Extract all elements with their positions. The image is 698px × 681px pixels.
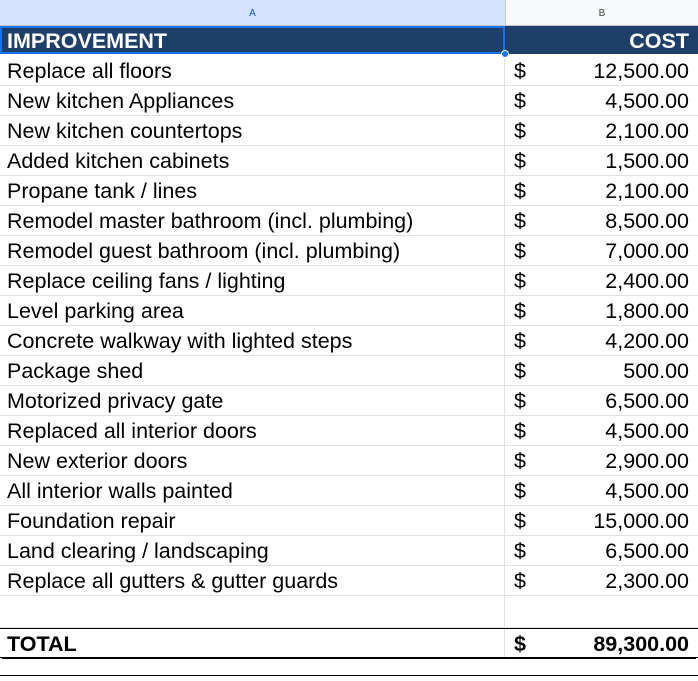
double-underline-bottom <box>0 675 698 676</box>
cell-currency-symbol[interactable]: $ <box>514 449 526 473</box>
cell-currency-symbol[interactable]: $ <box>514 389 526 413</box>
cell-improvement-header[interactable]: IMPROVEMENT <box>0 26 505 54</box>
cell-cost[interactable]: 1,500.00 <box>605 149 689 173</box>
cell-improvement[interactable]: New kitchen Appliances <box>0 86 505 115</box>
cell-cost[interactable]: 4,500.00 <box>605 419 689 443</box>
cell-currency-symbol[interactable]: $ <box>514 89 526 113</box>
cell-cost[interactable]: 2,400.00 <box>605 269 689 293</box>
cell-total-amount[interactable]: 89,300.00 <box>593 632 689 656</box>
table-row <box>0 356 698 386</box>
cell-cost[interactable]: 2,300.00 <box>605 569 689 593</box>
cell-currency-symbol[interactable]: $ <box>514 269 526 293</box>
table-row <box>0 536 698 566</box>
cell-cost[interactable]: 1,800.00 <box>605 299 689 323</box>
table-row <box>0 206 698 236</box>
cell-improvement[interactable]: Land clearing / landscaping <box>0 536 505 565</box>
table-row <box>0 266 698 296</box>
cell-cost[interactable]: 4,500.00 <box>605 479 689 503</box>
cell-improvement[interactable]: Propane tank / lines <box>0 176 505 205</box>
cell-currency-symbol[interactable]: $ <box>514 509 526 533</box>
cell-improvement[interactable]: Replaced all interior doors <box>0 416 505 445</box>
table-row <box>0 146 698 176</box>
cell-improvement[interactable]: Remodel master bathroom (incl. plumbing) <box>0 206 505 235</box>
cell-total-currency[interactable]: $ <box>514 632 526 656</box>
cell-improvement[interactable]: Added kitchen cabinets <box>0 146 505 175</box>
cell-currency-symbol[interactable]: $ <box>514 149 526 173</box>
table-row <box>0 86 698 116</box>
column-header-bar <box>0 0 698 26</box>
cell-currency-symbol[interactable]: $ <box>514 179 526 203</box>
cell-cost[interactable]: 4,200.00 <box>605 329 689 353</box>
table-row <box>0 56 698 86</box>
cell-currency-symbol[interactable]: $ <box>514 569 526 593</box>
column-header-a[interactable]: A <box>0 0 506 25</box>
cell-improvement[interactable]: Motorized privacy gate <box>0 386 505 415</box>
table-row <box>0 116 698 146</box>
cell-improvement[interactable]: Replace all gutters & gutter guards <box>0 566 505 595</box>
cell-currency-symbol[interactable]: $ <box>514 239 526 263</box>
cell-cost[interactable]: 15,000.00 <box>593 509 689 533</box>
cell-cost[interactable]: 8,500.00 <box>605 209 689 233</box>
cell-currency-symbol[interactable]: $ <box>514 419 526 443</box>
cell-cost[interactable]: 6,500.00 <box>605 389 689 413</box>
cell-cost-header[interactable]: COST <box>629 29 689 53</box>
table-row <box>0 476 698 506</box>
cell-improvement[interactable]: New exterior doors <box>0 446 505 475</box>
cell-improvement[interactable]: Foundation repair <box>0 506 505 535</box>
table-row <box>0 506 698 536</box>
cell-improvement[interactable]: Replace ceiling fans / lighting <box>0 266 505 295</box>
table-row <box>0 386 698 416</box>
cell-improvement[interactable]: Replace all floors <box>0 56 505 85</box>
cell-currency-symbol[interactable]: $ <box>514 59 526 83</box>
cell-currency-symbol[interactable]: $ <box>514 329 526 353</box>
table-row <box>0 176 698 206</box>
cell-cost[interactable]: 2,100.00 <box>605 179 689 203</box>
cell-total-label[interactable]: TOTAL <box>0 629 505 657</box>
column-header-b[interactable]: B <box>598 8 606 19</box>
total-row <box>0 628 698 658</box>
cell-currency-symbol[interactable]: $ <box>514 479 526 503</box>
header-row <box>0 26 698 56</box>
cell-improvement[interactable]: Concrete walkway with lighted steps <box>0 326 505 355</box>
table-row <box>0 446 698 476</box>
cell-improvement[interactable]: Package shed <box>0 356 505 385</box>
cell-cost[interactable]: 6,500.00 <box>605 539 689 563</box>
table-row <box>0 416 698 446</box>
selection-fill-handle[interactable] <box>501 50 509 58</box>
cell-currency-symbol[interactable]: $ <box>514 299 526 323</box>
cell-currency-symbol[interactable]: $ <box>514 119 526 143</box>
cell-currency-symbol[interactable]: $ <box>514 209 526 233</box>
cell-cost[interactable]: 12,500.00 <box>593 59 689 83</box>
cell-improvement[interactable]: All interior walls painted <box>0 476 505 505</box>
table-row <box>0 296 698 326</box>
cell-cost[interactable]: 2,100.00 <box>605 119 689 143</box>
cell-cost[interactable]: 500.00 <box>623 359 689 383</box>
cell-improvement[interactable]: Level parking area <box>0 296 505 325</box>
cell-cost[interactable]: 7,000.00 <box>605 239 689 263</box>
table-row <box>0 326 698 356</box>
table-row <box>0 236 698 266</box>
cell-improvement[interactable]: New kitchen countertops <box>0 116 505 145</box>
sheet-rows <box>0 26 698 658</box>
cell-currency-symbol[interactable]: $ <box>514 539 526 563</box>
cell-cost[interactable]: 4,500.00 <box>605 89 689 113</box>
table-row <box>0 566 698 596</box>
cell-currency-symbol[interactable]: $ <box>514 359 526 383</box>
empty-row <box>0 596 698 628</box>
cell-cost[interactable]: 2,900.00 <box>605 449 689 473</box>
cell-improvement[interactable]: Remodel guest bathroom (incl. plumbing) <box>0 236 505 265</box>
cell-empty[interactable] <box>0 596 505 627</box>
